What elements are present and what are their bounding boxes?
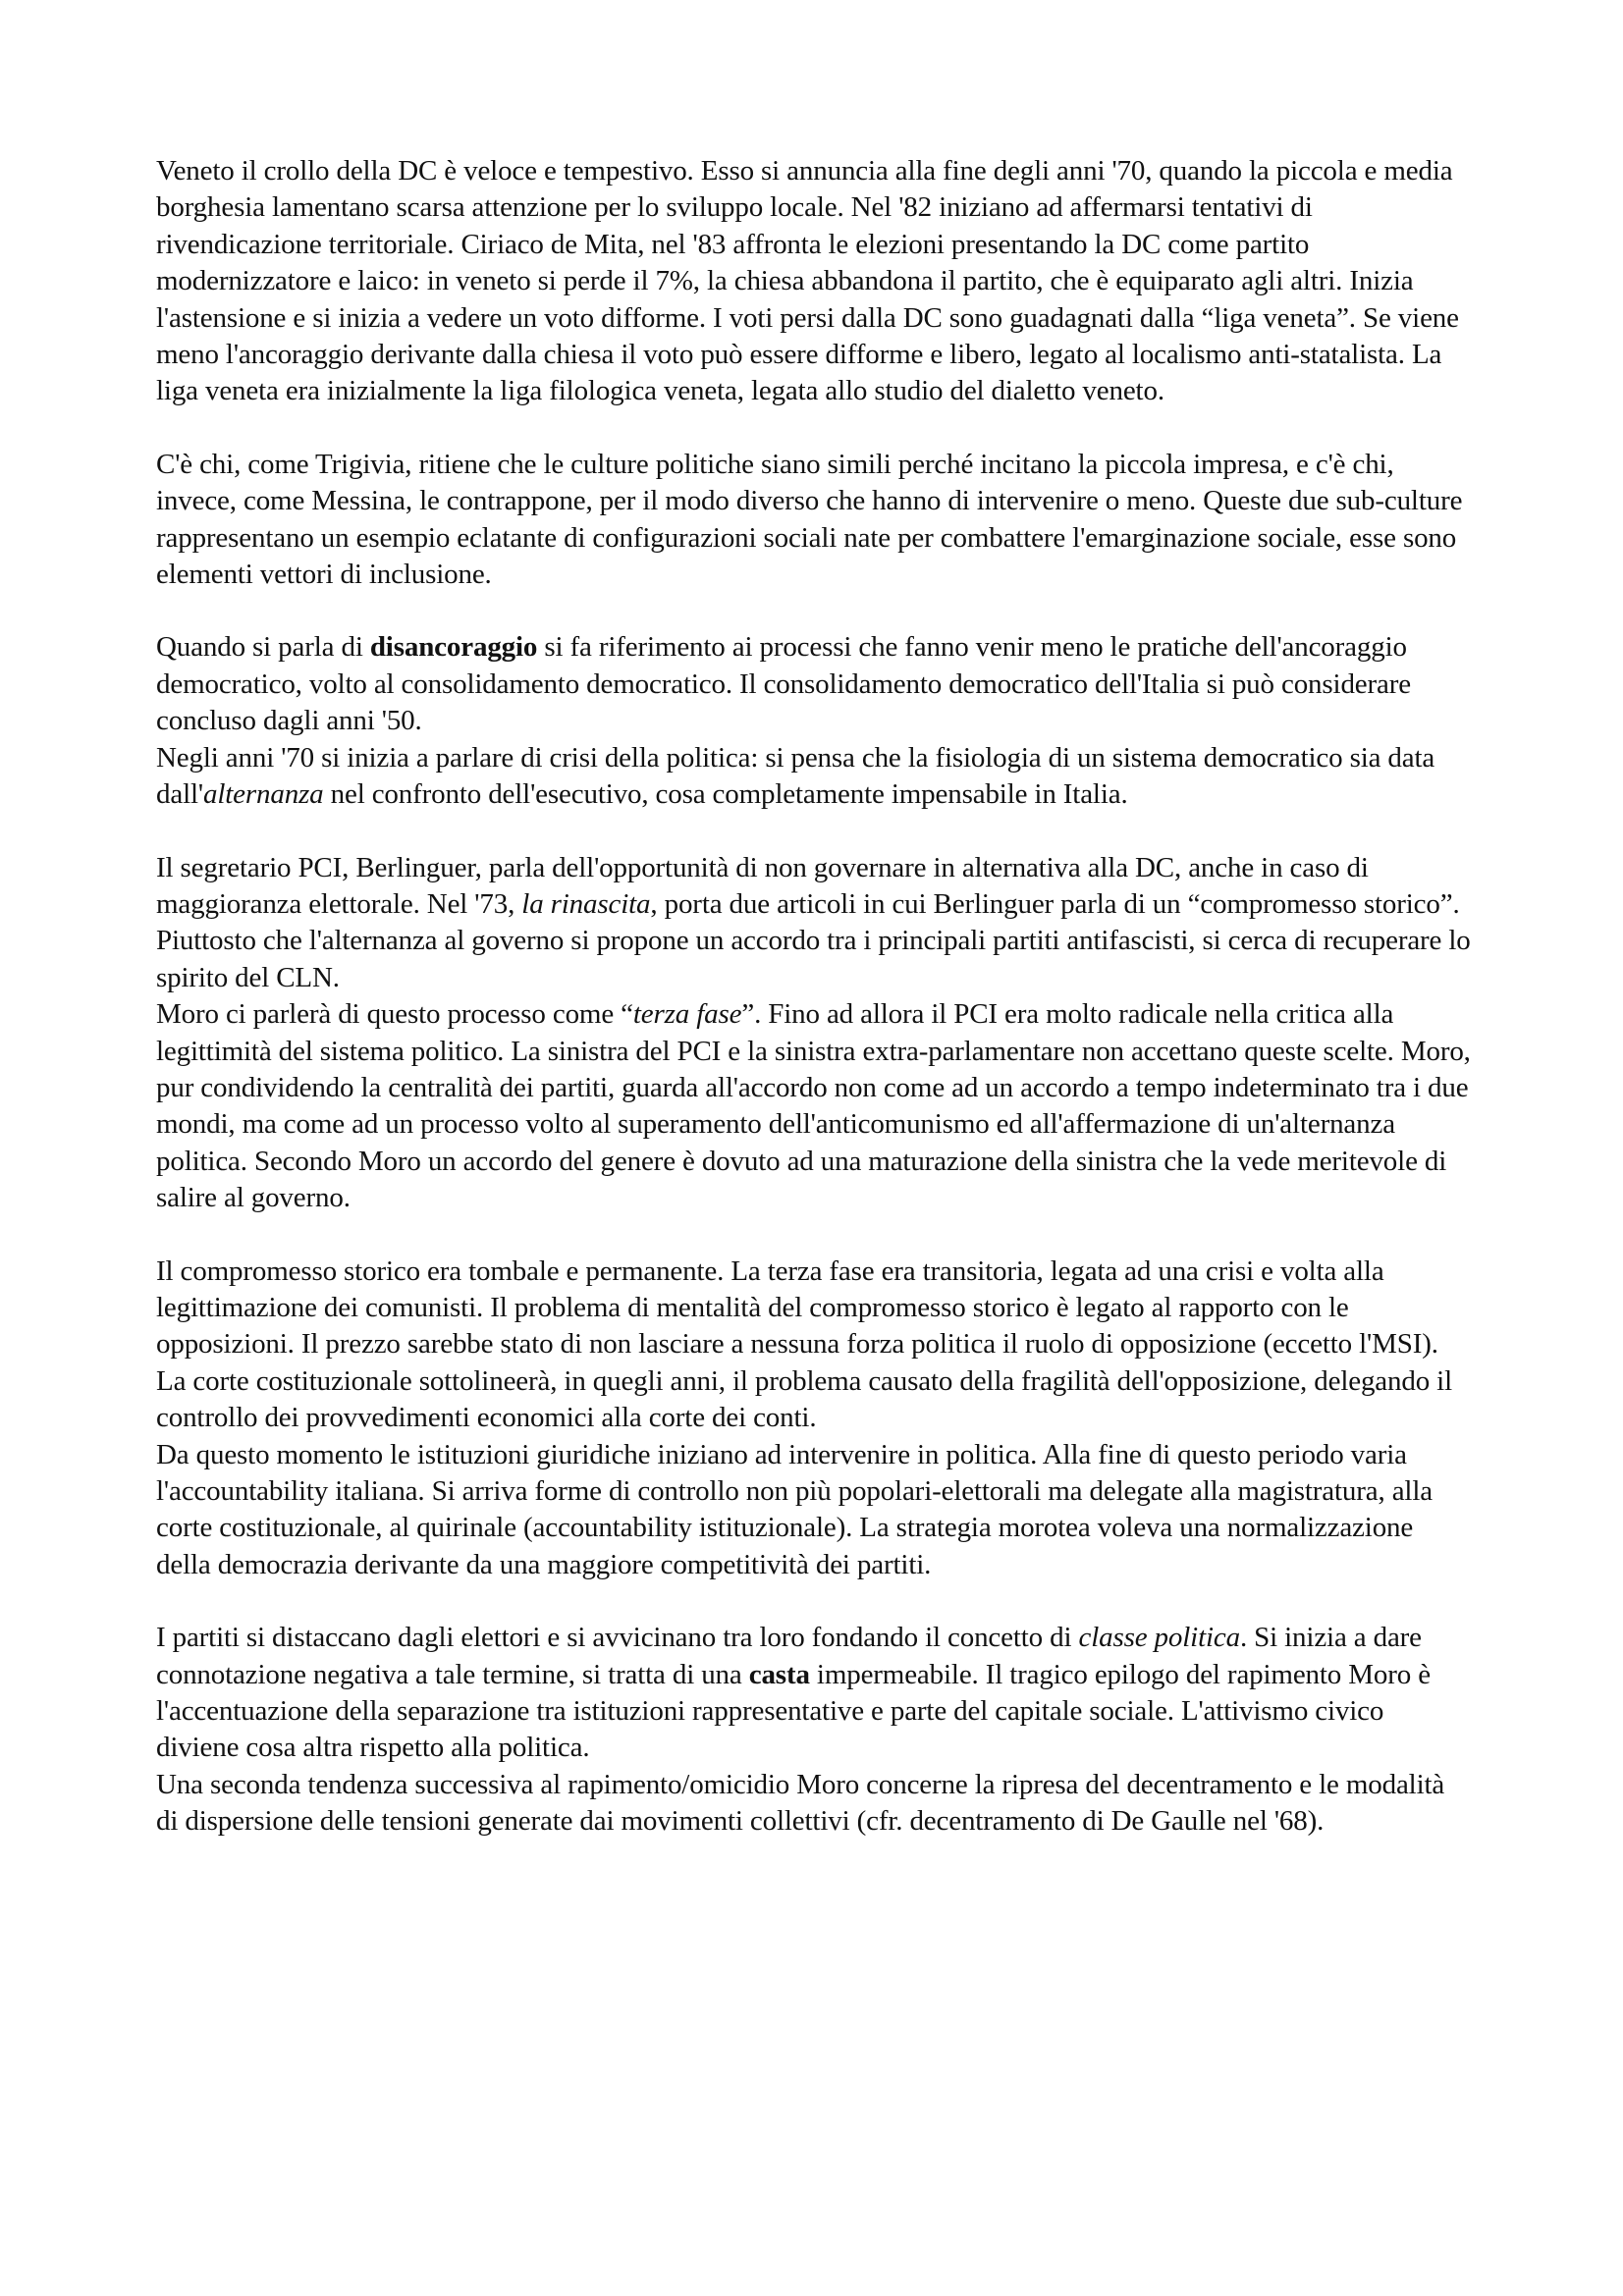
paragraph-6: [156, 996, 1472, 1216]
text-segment: . Si inizia a dare connotazione negativa a tale termine, si tratta di una: [156, 1622, 1422, 1690]
text-segment: nel confronto dell'esecutivo, cosa completamente impensabile in Italia.: [323, 778, 1128, 811]
paragraph-10: [156, 1767, 1472, 1841]
emphasis-italic: la rinascita: [521, 887, 651, 920]
emphasis-italic: classe politica: [1078, 1622, 1240, 1654]
text-segment: Quando si parla di: [156, 631, 370, 664]
text-segment: Il compromesso storico era tombale e permanente. La terza fase era transitoria, legata ad una crisi e volta alla legittimazione dei comunisti. Il problema di mentalità del compromesso storico è legato al rapporto con le opposizioni. Il prezzo sarebbe stato di non lasciare a nessuna forza politica il ruolo di opposizione (eccetto l'MSI). La corte costituzionale sottolineerà, in quegli anni, il problema causato della fragilità dell'opposizione, delegando il controllo dei provvedimenti economici alla corte dei conti.: [156, 1255, 1452, 1434]
paragraph-1: [156, 153, 1472, 410]
text-segment: , porta due articoli in cui Berlinguer parla di un “compromesso storico”. Piuttosto che l'alternanza al governo si propone un accordo tra i principali partiti antifascisti, si cerca di recuperare lo spirito del CLN.: [156, 887, 1471, 993]
paragraph-5: [156, 850, 1472, 997]
text-segment: I partiti si distaccano dagli elettori e si avvicinano tra loro fondando il concetto di: [156, 1622, 1079, 1654]
paragraph-9: [156, 1620, 1472, 1767]
text-segment: si fa riferimento ai processi che fanno venir meno le pratiche dell'ancoraggio democratico, volto al consolidamento democratico. Il consolidamento democratico dell'Italia si può considerare concluso dagli anni '50.: [156, 631, 1411, 737]
text-segment: Veneto il crollo della DC è veloce e tempestivo. Esso si annuncia alla fine degli anni '70, quando la piccola e media borghesia lamentano scarsa attenzione per lo sviluppo locale. Nel '82 iniziano ad affermarsi tentativi di rivendicazione territoriale. Ciriaco de Mita, nel '83 affronta le elezioni presentando la DC come partito modernizzatore e laico: in veneto si perde il 7%, la chiesa abbandona il partito, che è equiparato agli altri. Inizia l'astensione e si inizia a vedere un voto difforme. I voti persi dalla DC sono guadagnati dalla “liga veneta”. Se viene meno l'ancoraggio derivante dalla chiesa il voto può essere difforme e libero, legato al localismo anti-statalista. La liga veneta era inizialmente la liga filologica veneta, legata allo studio del dialetto veneto.: [156, 155, 1459, 407]
text-segment: Negli anni '70 si inizia a parlare di crisi della politica: si pensa che la fisiologia di un sistema democratico sia data dall': [156, 741, 1435, 811]
paragraph-4: [156, 740, 1472, 814]
text-segment: Moro ci parlerà di questo processo come “: [156, 998, 633, 1031]
text-segment: Il segretario PCI, Berlinguer, parla dell'opportunità di non governare in alternativa alla DC, anche in caso di maggioranza elettorale. Nel '73,: [156, 851, 1369, 920]
text-segment: ”. Fino ad allora il PCI era molto radicale nella critica alla legittimità del sistema politico. La sinistra del PCI e la sinistra extra-parlamentare non accettano queste scelte. Moro, pur condividendo la centralità dei partiti, guarda all'accordo non come ad un accordo a tempo indeterminato tra i due mondi, ma come ad un processo volto al superamento dell'anticomunismo ed all'affermazione di un'alternanza politica. Secondo Moro un accordo del genere è dovuto ad una maturazione della sinistra che la vede meritevole di salire al governo.: [156, 998, 1471, 1214]
emphasis-italic: terza fase: [632, 998, 742, 1031]
text-segment: Una seconda tendenza successiva al rapimento/omicidio Moro concerne la ripresa del decentramento e le modalità di dispersione delle tensioni generate dai movimenti collettivi (cfr. decentramento di De Gaulle nel '68).: [156, 1768, 1445, 1838]
text-segment: impermeabile. Il tragico epilogo del rapimento Moro è l'accentuazione della separazione tra istituzioni rappresentative e parte del capitale sociale. L'attivismo civico diviene cosa altra rispetto alla politica.: [156, 1658, 1431, 1764]
document-body: [156, 153, 1472, 1877]
paragraph-8: [156, 1437, 1472, 1584]
paragraph-3: [156, 629, 1472, 739]
emphasis-bold: disancoraggio: [369, 631, 538, 664]
text-segment: C'è chi, come Trigivia, ritiene che le culture politiche siano simili perché incitano la piccola impresa, e c'è chi, invece, come Messina, le contrappone, per il modo diverso che hanno di intervenire o meno. Queste due sub-culture rappresentano un esempio eclatante di configurazioni sociali nate per combattere l'emarginazione sociale, esse sono elementi vettori di inclusione.: [156, 448, 1463, 591]
emphasis-bold: casta: [748, 1658, 810, 1690]
paragraph-7: [156, 1254, 1472, 1437]
text-segment: Da questo momento le istituzioni giuridiche iniziano ad intervenire in politica. Alla fine di questo periodo varia l'accountability italiana. Si arriva forme di controllo non più popolari-elettorali ma delegate alla magistratura, alla corte costituzionale, al quirinale (accountability istituzionale). La strategia morotea voleva una normalizzazione della democrazia derivante da una maggiore competitività dei partiti.: [156, 1438, 1433, 1580]
paragraph-2: [156, 447, 1472, 594]
emphasis-italic: alternanza: [202, 778, 324, 811]
